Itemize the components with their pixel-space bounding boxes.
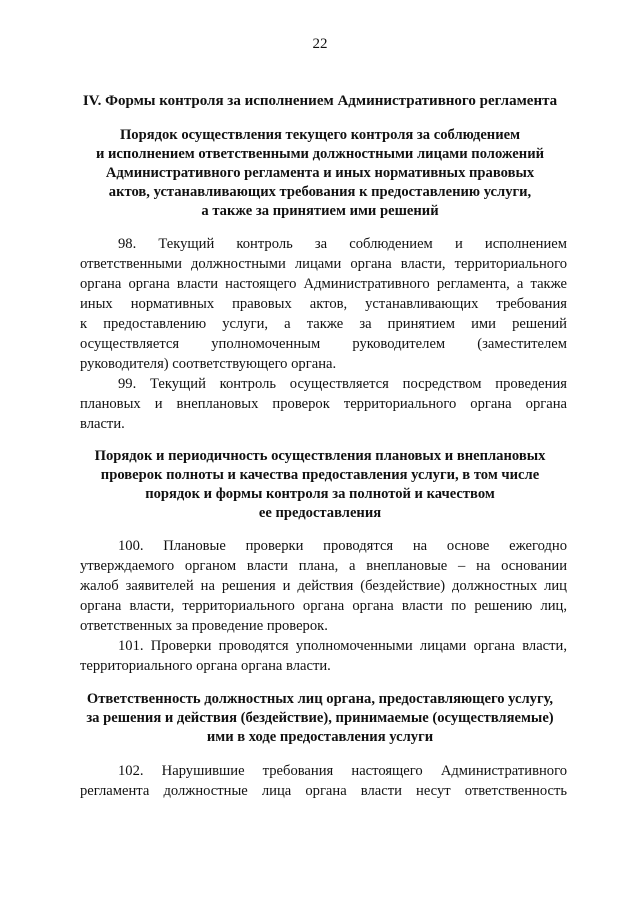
paragraph-line: к предоставлению услуги, а также за принятием ими решений	[80, 316, 567, 332]
paragraph-line: 100. Плановые проверки проводятся на основе ежегодно	[118, 538, 567, 554]
subsection-1-heading-line: актов, устанавливающих требования к предоставлению услуги,	[108, 184, 532, 200]
paragraph-line: 98. Текущий контроль за соблюдением и исполнением	[118, 236, 567, 252]
paragraph-line: 99. Текущий контроль осуществляется посредством проведения	[118, 376, 567, 392]
paragraph-line: иных нормативных правовых актов, устанавливающих требования	[80, 296, 567, 312]
paragraph-line: жалоб заявителей на решения и действия (бездействие) должностных лиц	[80, 578, 567, 594]
subsection-2-heading-line: Порядок и периодичность осуществления плановых и внеплановых	[94, 448, 546, 464]
subsection-1-heading-line: и исполнением ответственными должностными лицами положений	[95, 146, 545, 162]
paragraph-line: 101. Проверки проводятся уполномоченными лицами органа власти,	[118, 638, 567, 654]
paragraph-line: ответственными должностными лицами органа власти, территориального	[80, 256, 567, 272]
subsection-1-heading-line: Административного регламента и иных нормативных правовых	[105, 165, 535, 181]
page-number: 22	[312, 36, 328, 52]
paragraph-line: органа органа власти настоящего Административного регламента, а также	[80, 276, 567, 292]
paragraph-line: плановых и внеплановых проверок территориального органа органа	[80, 396, 567, 412]
paragraph-line: руководителя) соответствующего органа.	[80, 356, 337, 372]
subsection-3-heading-line: ими в ходе предоставления услуги	[206, 729, 434, 745]
subsection-1-heading-line: а также за принятием ими решений	[201, 203, 439, 219]
paragraph-line: 102. Нарушившие требования настоящего Административного	[118, 763, 567, 779]
subsection-3-heading-line: за решения и действия (бездействие), принимаемые (осуществляемые)	[86, 710, 554, 726]
paragraph-line: власти.	[80, 416, 125, 432]
paragraph-line: утверждаемого органом власти плана, а внеплановые – на основании	[80, 558, 567, 574]
subsection-2-heading-line: ее предоставления	[258, 505, 382, 521]
subsection-2-heading-line: порядок и формы контроля за полнотой и качеством	[145, 486, 495, 502]
paragraph-line: осуществляется уполномоченным руководителем (заместителем	[80, 336, 567, 352]
section-title: IV. Формы контроля за исполнением Административного регламента	[82, 93, 558, 109]
subsection-3-heading-line: Ответственность должностных лиц органа, предоставляющего услугу,	[86, 691, 554, 707]
paragraph-line: ответственных за проведение проверок.	[80, 618, 328, 634]
subsection-2-heading-line: проверок полноты и качества предоставления услуги, в том числе	[100, 467, 540, 483]
paragraph-line: территориального органа органа власти.	[80, 658, 331, 674]
paragraph-line: органа власти, территориального органа органа власти по решению лиц,	[80, 598, 567, 614]
subsection-1-heading-line: Порядок осуществления текущего контроля за соблюдением	[119, 127, 521, 143]
paragraph-line: регламента должностные лица органа власти несут ответственность	[80, 783, 567, 799]
